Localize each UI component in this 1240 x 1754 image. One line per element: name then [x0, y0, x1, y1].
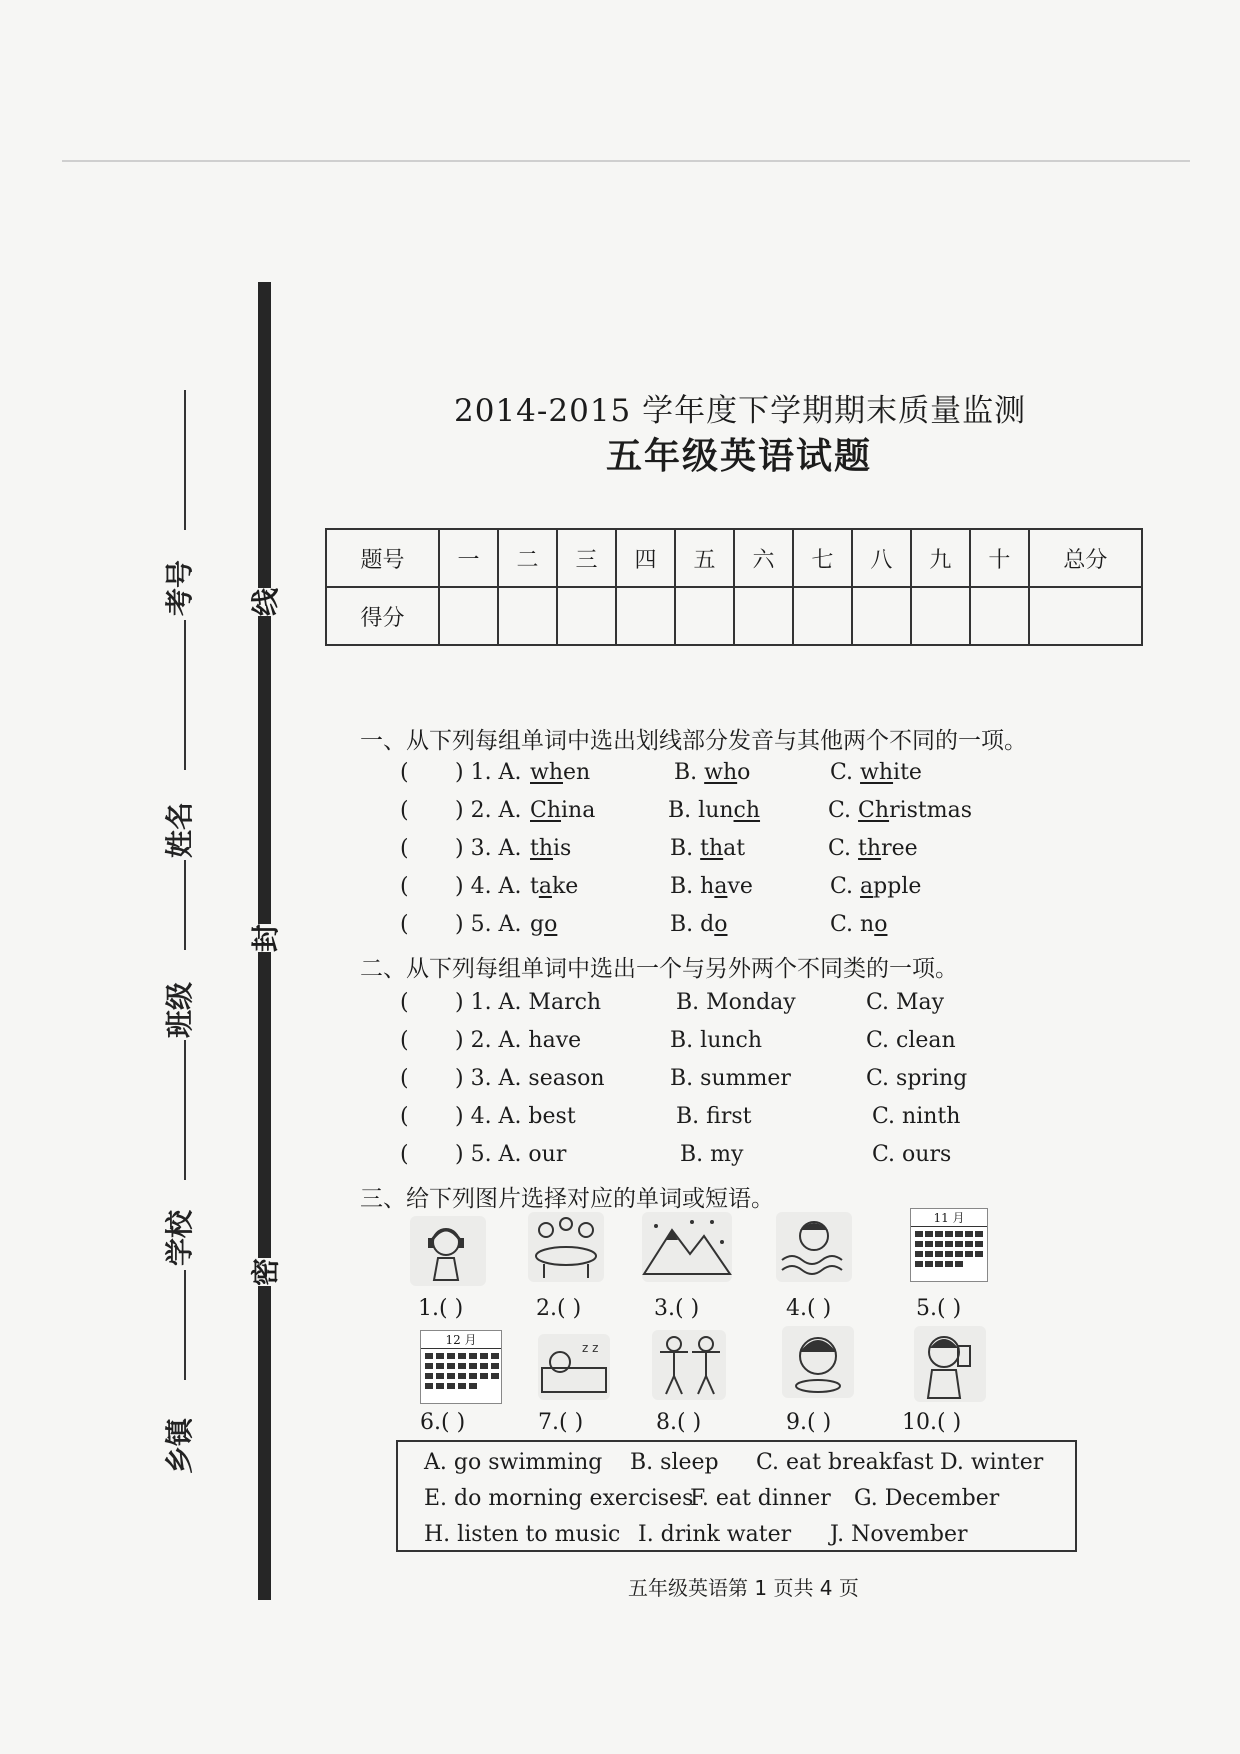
question-text: ) 1. A. March	[455, 990, 602, 1015]
score-header-cell: 八	[852, 529, 911, 587]
picture-5-label[interactable]: 5.( )	[916, 1296, 962, 1321]
picture-3	[642, 1212, 732, 1282]
option-c-underlined: a	[860, 874, 874, 899]
score-header-cell: 二	[498, 529, 557, 587]
option-c	[830, 760, 922, 785]
answer-paren[interactable]: (	[400, 1142, 409, 1167]
score-cell[interactable]	[970, 587, 1029, 645]
option-c: C. May	[866, 990, 945, 1015]
picture-2	[528, 1212, 604, 1282]
option-b: B. Monday	[676, 990, 796, 1015]
option-b	[670, 912, 728, 937]
option-b: B. first	[676, 1104, 752, 1129]
option-b-underlined: th	[700, 836, 724, 861]
option-a-underlined: a	[538, 874, 552, 899]
option-c	[830, 912, 887, 937]
option-a	[530, 760, 590, 785]
eating-breakfast-icon	[782, 1326, 854, 1398]
option-c-post: ree	[881, 836, 918, 861]
seal-char-secret: 密	[242, 1258, 286, 1286]
side-line-2	[184, 620, 186, 770]
score-header-cell: 六	[734, 529, 793, 587]
option-h-listen-to-music: H. listen to music	[424, 1522, 621, 1547]
side-label-name: 姓名	[163, 801, 197, 859]
option-b-pre: B.	[670, 836, 701, 861]
page-footer: 五年级英语第 1 页共 4 页	[628, 1576, 859, 1600]
side-line-3	[184, 860, 186, 950]
score-cell[interactable]	[793, 587, 852, 645]
calendar-december-icon: 12 月	[421, 1331, 501, 1349]
option-b-post: o	[737, 760, 751, 785]
picture-10-label[interactable]: 10.( )	[902, 1410, 962, 1435]
score-table	[325, 528, 1143, 646]
question-text: ) 2. A. have	[455, 1028, 582, 1053]
question-text: ) 4. A. best	[455, 1104, 576, 1129]
option-c-underlined: o	[874, 912, 888, 937]
option-a	[530, 874, 578, 899]
option-b-underlined: o	[714, 912, 728, 937]
side-line-5	[184, 1270, 186, 1380]
calendar-grid	[911, 1227, 987, 1283]
section3-heading: 三、给下列图片选择对应的单词或短语。	[360, 1186, 774, 1212]
option-a-pre: t	[530, 874, 539, 899]
picture-8	[652, 1330, 726, 1400]
option-c: C. clean	[866, 1028, 956, 1053]
option-c-post: ite	[893, 760, 922, 785]
option-c-pre: C.	[830, 874, 861, 899]
family-dinner-icon	[528, 1212, 604, 1282]
score-header-cell: 九	[911, 529, 970, 587]
option-a-go-swimming: A. go swimming	[424, 1450, 603, 1475]
option-b-sleep: B. sleep	[630, 1450, 719, 1475]
option-c: C. ours	[872, 1142, 952, 1167]
answer-paren[interactable]: (	[400, 1066, 409, 1091]
option-b-underlined: wh	[704, 760, 738, 785]
side-line-1	[184, 390, 186, 530]
option-b-pre: B. lun	[668, 798, 734, 823]
answer-paren[interactable]: (	[400, 1028, 409, 1053]
option-a	[530, 798, 595, 823]
question-number: ) 1. A.	[455, 760, 522, 785]
option-c	[828, 836, 918, 861]
option-j-november: J. November	[830, 1522, 968, 1547]
section2-heading: 二、从下列每组单词中选出一个与另外两个不同类的一项。	[360, 956, 958, 982]
question-text: ) 5. A. our	[455, 1142, 567, 1167]
option-c-pre: C.	[828, 836, 859, 861]
answer-paren[interactable]: (	[400, 990, 409, 1015]
score-label-cell: 得分	[326, 587, 439, 645]
score-cell[interactable]	[498, 587, 557, 645]
answer-paren[interactable]: (	[400, 912, 409, 937]
picture-6	[420, 1330, 502, 1404]
score-header-cell: 五	[675, 529, 734, 587]
picture-1	[410, 1216, 486, 1286]
option-c-underlined: wh	[860, 760, 894, 785]
svg-text:z z: z z	[582, 1341, 599, 1355]
option-i-drink-water: I. drink water	[638, 1522, 792, 1547]
option-d-winter: D. winter	[940, 1450, 1044, 1475]
option-g-december: G. December	[854, 1486, 1000, 1511]
option-b-post: ve	[727, 874, 753, 899]
swimming-boy-icon	[776, 1212, 852, 1282]
answer-paren[interactable]: (	[400, 760, 409, 785]
question-number: ) 2. A.	[455, 798, 522, 823]
option-c	[830, 874, 921, 899]
option-a-pre: g	[530, 912, 545, 937]
option-b: B. my	[680, 1142, 744, 1167]
question-number: ) 5. A.	[455, 912, 522, 937]
option-c: C. ninth	[872, 1104, 961, 1129]
picture-4-label[interactable]: 4.( )	[786, 1296, 832, 1321]
side-label-school: 学校	[163, 1209, 197, 1267]
option-b	[670, 836, 745, 861]
side-label-exam-number: 考号	[163, 559, 197, 617]
exercising-kids-icon	[652, 1330, 726, 1400]
picture-9	[782, 1326, 854, 1398]
calendar-grid	[421, 1349, 501, 1405]
score-cell[interactable]	[852, 587, 911, 645]
picture-1-label[interactable]: 1.( )	[418, 1296, 464, 1321]
option-a-underlined: Ch	[530, 798, 562, 823]
answer-options-box	[396, 1440, 1077, 1552]
drinking-water-icon	[914, 1326, 986, 1402]
option-c-pre: C.	[828, 798, 859, 823]
side-label-town: 乡镇	[163, 1417, 197, 1475]
option-c: C. spring	[866, 1066, 968, 1091]
score-table-score-row	[326, 587, 1142, 645]
option-b	[668, 798, 760, 823]
exam-subtitle: 五年级英语试题	[606, 435, 873, 477]
option-c-post: pple	[873, 874, 922, 899]
option-c-underlined: th	[858, 836, 882, 861]
option-a-post: ina	[561, 798, 596, 823]
option-b	[670, 874, 753, 899]
answer-paren[interactable]: (	[400, 874, 409, 899]
option-c-pre: C.	[830, 760, 861, 785]
answer-paren[interactable]: (	[400, 836, 409, 861]
question-text: ) 3. A. season	[455, 1066, 605, 1091]
option-a	[530, 836, 571, 861]
picture-8-label[interactable]: 8.( )	[656, 1410, 702, 1435]
option-b-underlined: ch	[733, 798, 761, 823]
score-header-cell: 十	[970, 529, 1029, 587]
option-c-underlined: Ch	[858, 798, 890, 823]
option-a-underlined: o	[544, 912, 558, 937]
option-c-eat-breakfast: C. eat breakfast	[756, 1450, 934, 1475]
option-b: B. summer	[670, 1066, 791, 1091]
option-b-pre: B.	[674, 760, 705, 785]
picture-7-label[interactable]: 7.( )	[538, 1410, 584, 1435]
score-cell[interactable]	[616, 587, 675, 645]
option-a-post: is	[553, 836, 572, 861]
calendar-november-icon: 11 月	[911, 1209, 987, 1227]
option-b: B. lunch	[670, 1028, 763, 1053]
exam-title: 2014-2015 学年度下学期期末质量监测	[454, 393, 1027, 429]
score-header-cell: 题号	[326, 529, 439, 587]
option-b	[674, 760, 750, 785]
page-top-line	[62, 160, 1190, 162]
option-b-pre: B. d	[670, 912, 715, 937]
picture-6-label[interactable]: 6.( )	[420, 1410, 466, 1435]
score-table-header-row	[326, 529, 1142, 587]
score-header-cell: 三	[557, 529, 616, 587]
question-number: ) 3. A.	[455, 836, 522, 861]
section1-heading: 一、从下列每组单词中选出划线部分发音与其他两个不同的一项。	[360, 728, 1027, 754]
option-f-eat-dinner: F. eat dinner	[690, 1486, 831, 1511]
score-cell[interactable]	[734, 587, 793, 645]
option-a-underlined: wh	[530, 760, 563, 785]
picture-4	[776, 1212, 852, 1282]
option-b-post: at	[723, 836, 746, 861]
option-c-pre: C. n	[830, 912, 875, 937]
score-cell[interactable]	[911, 587, 970, 645]
score-header-cell: 四	[616, 529, 675, 587]
picture-10	[914, 1326, 986, 1402]
option-b-pre: B. h	[670, 874, 715, 899]
option-c-post: ristmas	[889, 798, 973, 823]
answer-paren[interactable]: (	[400, 1104, 409, 1129]
score-cell[interactable]	[439, 587, 498, 645]
option-b-underlined: a	[714, 874, 728, 899]
side-line-4	[184, 1040, 186, 1180]
option-a-post: ke	[551, 874, 579, 899]
score-header-cell: 总分	[1029, 529, 1142, 587]
sleeping-girl-icon	[538, 1334, 610, 1400]
option-a-post: en	[563, 760, 591, 785]
picture-7	[538, 1334, 610, 1400]
seal-char-seal: 封	[242, 924, 286, 952]
picture-5	[910, 1208, 988, 1282]
answer-paren[interactable]: (	[400, 798, 409, 823]
option-a-underlined: th	[530, 836, 554, 861]
option-a	[530, 912, 557, 937]
option-c	[828, 798, 972, 823]
question-number: ) 4. A.	[455, 874, 522, 899]
boy-listening-icon	[410, 1216, 486, 1286]
winter-mountain-icon	[642, 1212, 732, 1282]
score-cell[interactable]	[675, 587, 734, 645]
seal-char-line: 线	[242, 588, 286, 616]
picture-9-label[interactable]: 9.( )	[786, 1410, 832, 1435]
side-label-class: 班级	[163, 981, 197, 1039]
picture-2-label[interactable]: 2.( )	[536, 1296, 582, 1321]
score-header-cell: 七	[793, 529, 852, 587]
score-cell[interactable]	[557, 587, 616, 645]
option-e-morning-exercises: E. do morning exercises	[424, 1486, 694, 1511]
picture-3-label[interactable]: 3.( )	[654, 1296, 700, 1321]
score-cell[interactable]	[1029, 587, 1142, 645]
score-header-cell: 一	[439, 529, 498, 587]
